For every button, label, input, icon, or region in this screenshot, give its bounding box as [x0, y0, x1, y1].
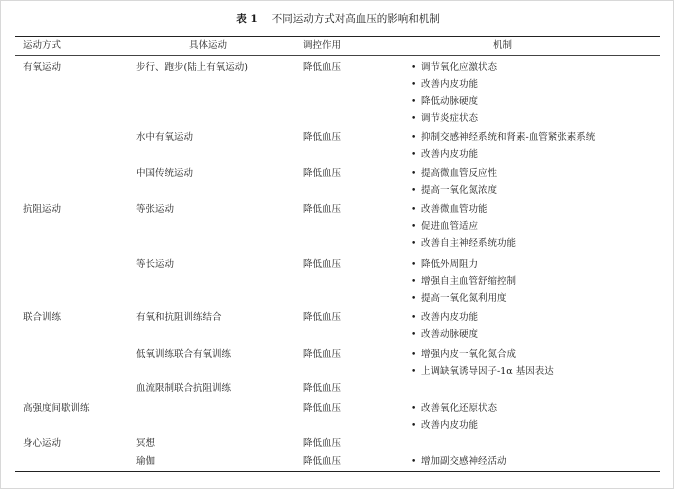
mechanism-text: 降低外周阻力 [421, 259, 479, 270]
cell-mechanism [411, 456, 507, 468]
cell-mechanism [411, 349, 516, 361]
table-label: 表 1 [236, 13, 258, 25]
bullet-mark: • [411, 169, 417, 179]
cell-effect: 降低血压 [303, 438, 342, 449]
cell-exercise-type: 高强度间歇训练 [23, 403, 90, 414]
cell-effect: 降低血压 [303, 456, 342, 467]
cell-exercise: 低氧训练联合有氧训练 [136, 349, 232, 360]
cell-exercise: 瑜伽 [136, 456, 156, 467]
cell-mechanism [411, 420, 478, 432]
cell-effect: 降低血压 [303, 349, 342, 360]
bullet-mark: • [411, 260, 417, 270]
header-type: 运动方式 [23, 40, 62, 51]
header-mechanism: 机制 [493, 40, 513, 51]
cell-mechanism [411, 329, 478, 341]
bullet-mark: • [411, 222, 417, 232]
header-exercise: 具体运动 [189, 40, 228, 51]
cell-effect: 降低血压 [303, 383, 342, 394]
cell-effect: 降低血压 [303, 168, 342, 179]
bullet-mark: • [411, 330, 417, 340]
mechanism-text: 改善内皮功能 [421, 420, 479, 431]
cell-exercise: 有氧和抗阻训练结合 [136, 312, 222, 323]
cell-exercise-type: 抗阻运动 [23, 204, 62, 215]
bullet-mark: • [411, 277, 417, 287]
mechanism-text: 增强内皮一氧化氮合成 [421, 349, 517, 360]
top-rule [15, 36, 660, 37]
mechanism-text: 改善自主神经系统功能 [421, 238, 517, 249]
cell-mechanism [411, 312, 478, 324]
mechanism-text: 改善微血管功能 [421, 204, 488, 215]
cell-exercise: 步行、跑步(陆上有氧运动) [136, 62, 248, 73]
bullet-mark: • [411, 239, 417, 249]
header-effect: 调控作用 [303, 40, 342, 51]
mechanism-text: 改善动脉硬度 [421, 329, 479, 340]
bullet-mark: • [411, 63, 417, 73]
cell-mechanism [411, 238, 516, 250]
cell-exercise: 血流限制联合抗阻训练 [136, 383, 232, 394]
mechanism-text: 促进血管适应 [421, 221, 479, 232]
mechanism-text: 提高微血管反应性 [421, 168, 498, 179]
table-caption [1, 12, 674, 26]
mechanism-text: 抑制交感神经系统和肾素-血管紧张素系统 [421, 132, 596, 143]
cell-exercise-type: 有氧运动 [23, 62, 62, 73]
bullet-mark: • [411, 97, 417, 107]
bullet-mark: • [411, 457, 417, 467]
cell-mechanism [411, 185, 497, 197]
mechanism-text: 改善氧化还原状态 [421, 403, 498, 414]
cell-mechanism [411, 96, 478, 108]
cell-mechanism [411, 293, 507, 305]
cell-effect: 降低血压 [303, 403, 342, 414]
cell-mechanism [411, 62, 497, 74]
cell-mechanism [411, 79, 478, 91]
cell-effect: 降低血压 [303, 62, 342, 73]
mechanism-text: 改善内皮功能 [421, 149, 479, 160]
cell-exercise-type: 联合训练 [23, 312, 62, 323]
mechanism-text: 改善内皮功能 [421, 312, 479, 323]
mechanism-text: 提高一氧化氮浓度 [421, 185, 498, 196]
bottom-rule [15, 471, 660, 472]
cell-mechanism [411, 132, 595, 144]
mechanism-text: 调节氧化应激状态 [421, 62, 498, 73]
bullet-mark: • [411, 421, 417, 431]
bullet-mark: • [411, 367, 417, 377]
mechanism-text: 降低动脉硬度 [421, 96, 479, 107]
table-title: 不同运动方式对高血压的影响和机制 [271, 13, 440, 25]
cell-effect: 降低血压 [303, 132, 342, 143]
cell-exercise-type: 身心运动 [23, 438, 62, 449]
bullet-mark: • [411, 313, 417, 323]
cell-mechanism [411, 259, 478, 271]
bullet-mark: • [411, 205, 417, 215]
mechanism-text: 改善内皮功能 [421, 79, 479, 90]
cell-exercise: 等张运动 [136, 204, 175, 215]
cell-mechanism [411, 149, 478, 161]
bullet-mark: • [411, 80, 417, 90]
bullet-mark: • [411, 186, 417, 196]
bullet-mark: • [411, 150, 417, 160]
mechanism-text: 上调缺氧诱导因子-1α 基因表达 [421, 366, 554, 377]
cell-mechanism [411, 221, 478, 233]
bullet-mark: • [411, 294, 417, 304]
bullet-mark: • [411, 114, 417, 124]
bullet-mark: • [411, 404, 417, 414]
cell-exercise: 水中有氧运动 [136, 132, 194, 143]
bullet-mark: • [411, 133, 417, 143]
mechanism-text: 提高一氧化氮利用度 [421, 293, 507, 304]
cell-mechanism [411, 204, 488, 216]
cell-exercise: 等长运动 [136, 259, 175, 270]
cell-mechanism [411, 366, 554, 378]
header-rule [15, 55, 660, 56]
cell-exercise: 冥想 [136, 438, 156, 449]
cell-mechanism [411, 168, 497, 180]
cell-mechanism [411, 276, 516, 288]
cell-effect: 降低血压 [303, 204, 342, 215]
mechanism-text: 增强自主血管舒缩控制 [421, 276, 517, 287]
bullet-mark: • [411, 350, 417, 360]
mechanism-text: 调节炎症状态 [421, 113, 479, 124]
cell-exercise: 中国传统运动 [136, 168, 194, 179]
cell-effect: 降低血压 [303, 259, 342, 270]
cell-effect: 降低血压 [303, 312, 342, 323]
cell-mechanism [411, 403, 497, 415]
mechanism-text: 增加副交感神经活动 [421, 456, 507, 467]
cell-mechanism [411, 113, 478, 125]
